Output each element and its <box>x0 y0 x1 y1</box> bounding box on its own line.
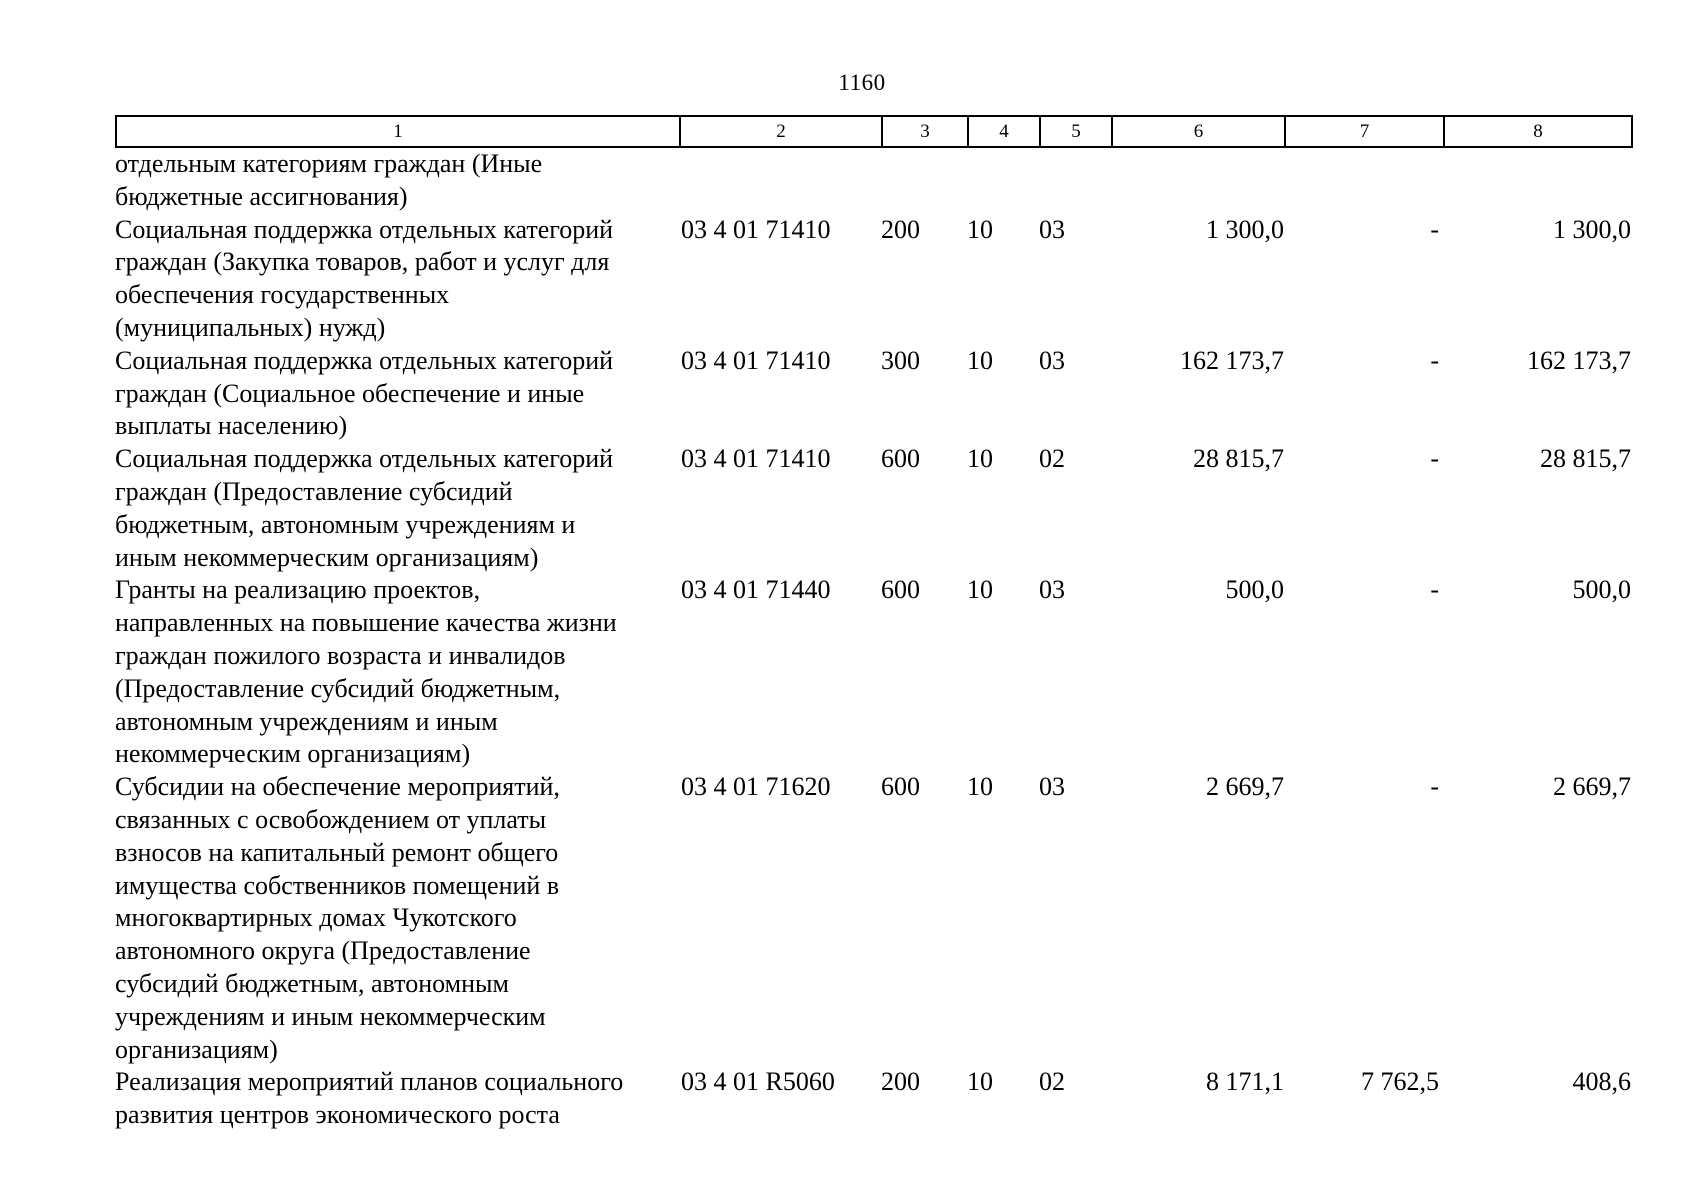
section-cell: 10 <box>967 575 993 605</box>
column-number-header <box>115 115 1633 148</box>
header-col-4: 4 <box>968 116 1040 147</box>
program-code-cell <box>679 148 881 214</box>
subsection-cell: 02 <box>1039 444 1065 474</box>
header-col-1: 1 <box>116 116 680 147</box>
total-amount-cell <box>1111 148 1284 214</box>
item-name-line: обеспечения государственных <box>115 280 450 310</box>
item-name-line: субсидий бюджетным, автономным <box>115 968 509 998</box>
item-name-line: автономного округа (Предоставление <box>115 936 531 966</box>
item-name-line: Реализация мероприятий планов социального <box>115 1067 624 1097</box>
program-code-cell: 03 4 01 71620 <box>681 772 831 802</box>
item-name-line: Субсидии на обеспечение мероприятий, <box>115 772 560 802</box>
header-col-7: 7 <box>1285 116 1444 147</box>
section-cell: 10 <box>967 444 993 474</box>
table-row <box>115 574 1631 771</box>
header-col-5: 5 <box>1040 116 1112 147</box>
table-row <box>115 345 1631 443</box>
federal-amount-cell: - <box>1430 444 1439 474</box>
header-col-3: 3 <box>882 116 968 147</box>
item-name-line: граждан (Предоставление субсидий <box>115 476 513 506</box>
expense-type-cell: 600 <box>881 444 920 474</box>
item-name-line: граждан пожилого возраста и инвалидов <box>115 640 566 670</box>
total-amount-cell: 8 171,1 <box>1206 1067 1284 1097</box>
item-name-cell <box>115 443 679 574</box>
expense-type-cell: 200 <box>881 214 920 244</box>
item-name-line: организациям) <box>115 1034 278 1064</box>
total-amount-cell: 500,0 <box>1225 575 1284 605</box>
program-code-cell: 03 4 01 71410 <box>681 345 831 375</box>
item-name-line: граждан (Социальное обеспечение и иные <box>115 378 585 408</box>
item-name-line: иным некоммерческим организациям) <box>115 542 539 572</box>
header-col-2: 2 <box>680 116 882 147</box>
item-name-cell <box>115 1066 679 1132</box>
total-amount-cell: 162 173,7 <box>1180 345 1284 375</box>
expense-type-cell: 300 <box>881 345 920 375</box>
table-body <box>115 148 1631 1132</box>
item-name-line: автономным учреждениям и иным <box>115 706 498 736</box>
program-code-cell: 03 4 01 R5060 <box>681 1067 835 1097</box>
section-cell: 10 <box>967 772 993 802</box>
item-name-line: некоммерческим организациям) <box>115 739 471 769</box>
item-name-line: отдельным категориям граждан (Иные <box>115 149 543 178</box>
item-name-line: взносов на капитальный ремонт общего <box>115 837 559 867</box>
item-name-cell <box>115 771 679 1066</box>
page-number: 1160 <box>838 70 886 95</box>
regional-amount-cell: 162 173,7 <box>1527 345 1631 375</box>
federal-amount-cell: 7 762,5 <box>1361 1067 1439 1097</box>
federal-amount-cell: - <box>1430 345 1439 375</box>
item-name-cell <box>115 574 679 771</box>
regional-amount-cell: 500,0 <box>1572 575 1631 605</box>
subsection-cell: 03 <box>1039 214 1065 244</box>
federal-amount-cell: - <box>1430 575 1439 605</box>
federal-amount-cell <box>1284 148 1443 214</box>
item-name-cell <box>115 345 679 443</box>
subsection-cell: 03 <box>1039 575 1065 605</box>
item-name-line: учреждениям и иным некоммерческим <box>115 1001 546 1031</box>
header-col-6: 6 <box>1112 116 1285 147</box>
item-name-line: направленных на повышение качества жизни <box>115 608 617 638</box>
item-name-line: имущества собственников помещений в <box>115 870 560 900</box>
regional-amount-cell: 408,6 <box>1572 1067 1631 1097</box>
regional-amount-cell: 1 300,0 <box>1553 214 1631 244</box>
program-code-cell: 03 4 01 71410 <box>681 444 831 474</box>
expense-type-cell: 600 <box>881 575 920 605</box>
table-row <box>115 443 1631 574</box>
subsection-cell: 03 <box>1039 772 1065 802</box>
budget-table <box>115 148 1631 1132</box>
expense-type-cell <box>881 148 967 214</box>
header-row <box>116 116 1632 147</box>
item-name-line: развития центров экономического роста <box>115 1100 560 1130</box>
section-cell: 10 <box>967 1067 993 1097</box>
item-name-line: бюджетные ассигнования) <box>115 181 408 211</box>
item-name-line: связанных с освобождением от уплаты <box>115 804 547 834</box>
item-name-line: (Предоставление субсидий бюджетным, <box>115 673 561 703</box>
section-cell <box>967 148 1039 214</box>
table-row <box>115 1066 1631 1132</box>
regional-amount-cell <box>1443 148 1631 214</box>
table-row <box>115 771 1631 1066</box>
item-name-cell <box>115 214 679 345</box>
item-name-line: (муниципальных) нужд) <box>115 312 386 342</box>
regional-amount-cell: 28 815,7 <box>1540 444 1631 474</box>
expense-type-cell: 600 <box>881 772 920 802</box>
regional-amount-cell: 2 669,7 <box>1553 772 1631 802</box>
program-code-cell: 03 4 01 71440 <box>681 575 831 605</box>
table-row <box>115 148 1631 214</box>
total-amount-cell: 28 815,7 <box>1193 444 1284 474</box>
section-cell: 10 <box>967 345 993 375</box>
section-cell: 10 <box>967 214 993 244</box>
item-name-line: бюджетным, автономным учреждениям и <box>115 509 576 539</box>
subsection-cell <box>1039 148 1111 214</box>
federal-amount-cell: - <box>1430 214 1439 244</box>
program-code-cell: 03 4 01 71410 <box>681 214 831 244</box>
item-name-line: Социальная поддержка отдельных категорий <box>115 214 614 244</box>
header-col-8: 8 <box>1444 116 1632 147</box>
total-amount-cell: 1 300,0 <box>1206 214 1284 244</box>
item-name-cell <box>115 148 679 214</box>
item-name-line: Социальная поддержка отдельных категорий <box>115 444 614 474</box>
item-name-line: выплаты населению) <box>115 411 348 441</box>
item-name-line: Социальная поддержка отдельных категорий <box>115 345 614 375</box>
item-name-line: граждан (Закупка товаров, работ и услуг для <box>115 247 610 277</box>
table-row <box>115 214 1631 345</box>
total-amount-cell: 2 669,7 <box>1206 772 1284 802</box>
subsection-cell: 03 <box>1039 345 1065 375</box>
item-name-line: Гранты на реализацию проектов, <box>115 575 481 605</box>
item-name-line: многоквартирных домах Чукотского <box>115 903 517 933</box>
expense-type-cell: 200 <box>881 1067 920 1097</box>
federal-amount-cell: - <box>1430 772 1439 802</box>
subsection-cell: 02 <box>1039 1067 1065 1097</box>
